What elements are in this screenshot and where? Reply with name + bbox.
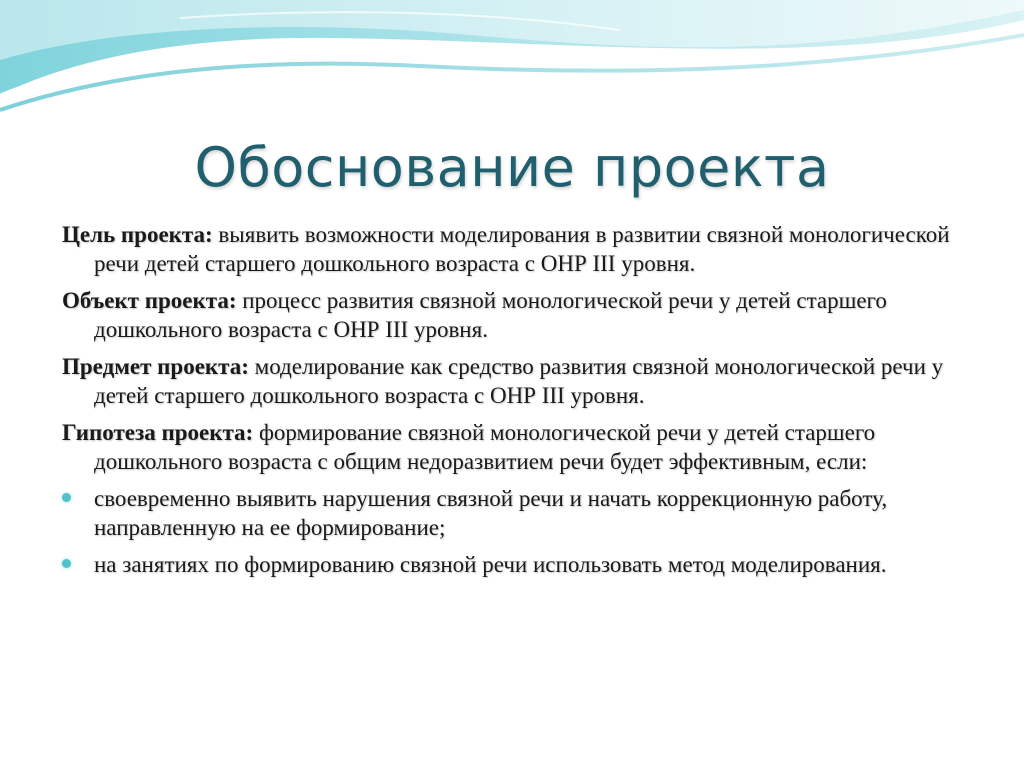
list-item <box>62 550 982 579</box>
slide-body <box>62 220 982 587</box>
decorative-wave-header <box>0 0 1024 130</box>
subject-paragraph <box>62 352 982 410</box>
bullet-text: на занятиях по формированию связной речи использовать метод моделирования. <box>94 552 887 577</box>
object-text: процесс развития связной монологической речи у детей старшего дошкольного возраста с ОНР III уровня. <box>94 288 887 342</box>
goal-label: Цель проекта: <box>62 222 219 247</box>
goal-paragraph <box>62 220 982 278</box>
subject-label: Предмет проекта: <box>62 354 249 379</box>
slide-title: Обоснование проекта <box>194 136 830 199</box>
bullet-dot-icon <box>62 493 71 502</box>
bullet-text: своевременно выявить нарушения связной речи и начать коррекционную работу, направленную на ее формирование; <box>94 486 888 540</box>
hypothesis-label: Гипотеза проекта: <box>62 420 254 445</box>
bullet-dot-icon <box>62 559 71 568</box>
list-item <box>62 484 982 542</box>
hypothesis-paragraph <box>62 418 982 476</box>
object-paragraph <box>62 286 982 344</box>
hypothesis-text: формирование связной монологической речи у детей старшего дошкольного возраста с общим недоразвитием речи будет эффективным, если: <box>94 420 876 474</box>
goal-text: выявить возможности моделирования в развитии связной монологической речи детей старшего дошкольного возраста с ОНР III уровня. <box>94 222 950 276</box>
object-label: Объект проекта: <box>62 288 237 313</box>
subject-text: моделирование как средство развития связной монологической речи у детей старшего дошкольного возраста с ОНР III уровня. <box>94 354 944 408</box>
